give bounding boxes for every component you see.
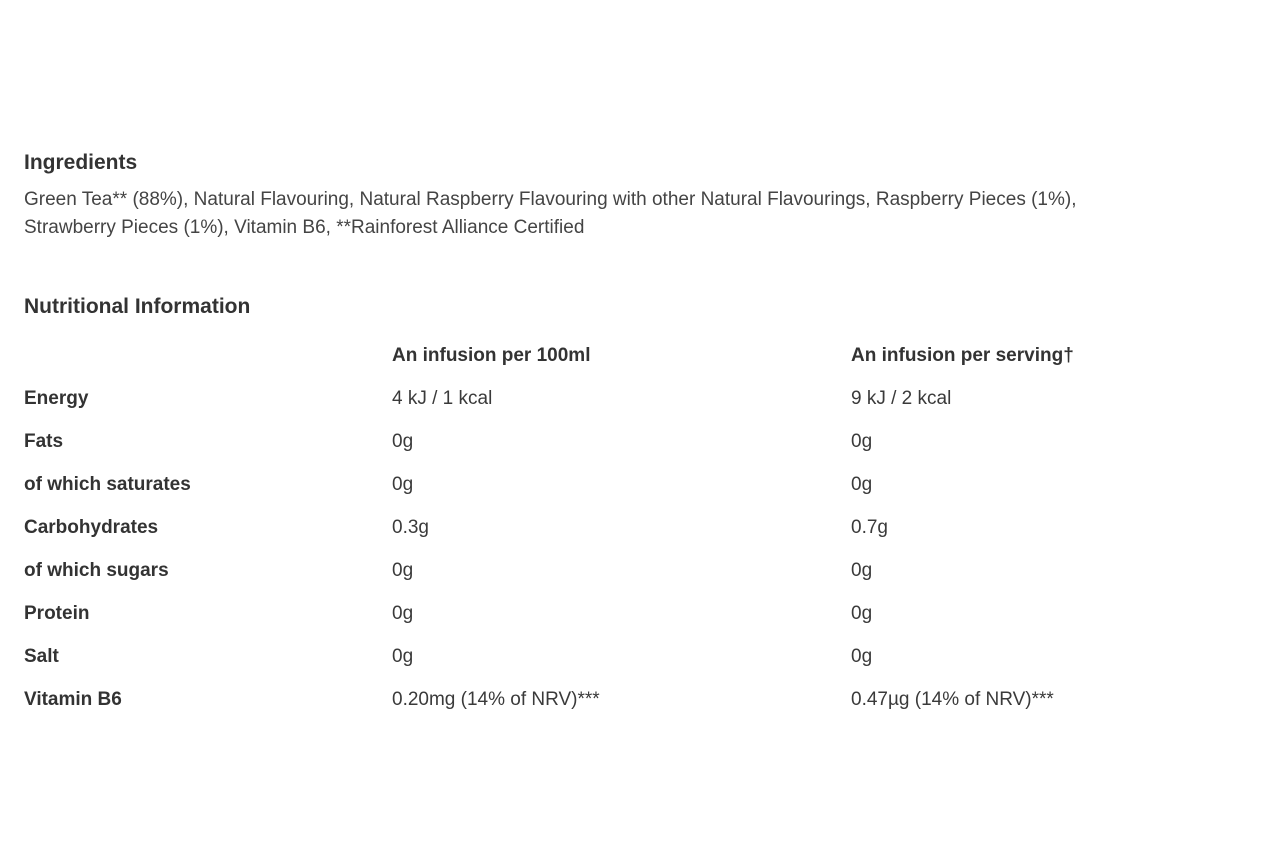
row-per-100ml: 0g [392,473,414,495]
row-per-serving: 0.7g [851,516,888,538]
ingredients-text-line-2: Strawberry Pieces (1%), Vitamin B6, **Rainforest Alliance Certified [24,217,585,238]
row-label: Vitamin B6 [24,688,122,710]
table-row [24,506,1260,549]
row-per-serving: 9 kJ / 2 kcal [851,387,952,409]
row-label: Carbohydrates [24,516,159,538]
row-per-100ml: 0g [392,430,414,452]
row-label: Salt [24,645,59,667]
row-per-100ml: 0.3g [392,516,429,538]
table-row [24,635,1260,678]
table-row [24,549,1260,592]
row-per-100ml: 0g [392,559,414,581]
header-per-serving: An infusion per serving† [851,344,1074,366]
product-info-panel [24,150,1260,721]
ingredients-section [24,150,1260,242]
ingredients-heading: Ingredients [24,151,138,174]
row-label: Energy [24,387,89,409]
row-per-100ml: 4 kJ / 1 kcal [392,387,493,409]
row-per-serving: 0g [851,645,873,667]
row-per-100ml: 0g [392,602,414,624]
row-per-100ml: 0.20mg (14% of NRV)*** [392,688,600,710]
nutrition-table [24,334,1260,721]
row-per-serving: 0g [851,473,873,495]
table-row [24,463,1260,506]
table-row [24,592,1260,635]
table-row [24,377,1260,420]
row-label: Protein [24,602,90,624]
row-per-100ml: 0g [392,645,414,667]
header-blank-cell [24,334,392,377]
nutrition-heading: Nutritional Information [24,295,251,318]
row-per-serving: 0.47µg (14% of NRV)*** [851,688,1054,710]
row-per-serving: 0g [851,430,873,452]
header-per-100ml: An infusion per 100ml [392,344,591,366]
row-label: Fats [24,430,64,452]
table-row [24,678,1260,721]
row-per-serving: 0g [851,602,873,624]
nutrition-header-row [24,334,1260,377]
row-per-serving: 0g [851,559,873,581]
table-row [24,420,1260,463]
row-label: of which saturates [24,473,191,495]
ingredients-text-line-1: Green Tea** (88%), Natural Flavouring, Natural Raspberry Flavouring with other Natural Flavourings, Raspberry Pieces (1%), [24,189,1077,210]
ingredients-text [24,186,1260,242]
nutrition-section [24,294,1260,721]
row-label: of which sugars [24,559,169,581]
